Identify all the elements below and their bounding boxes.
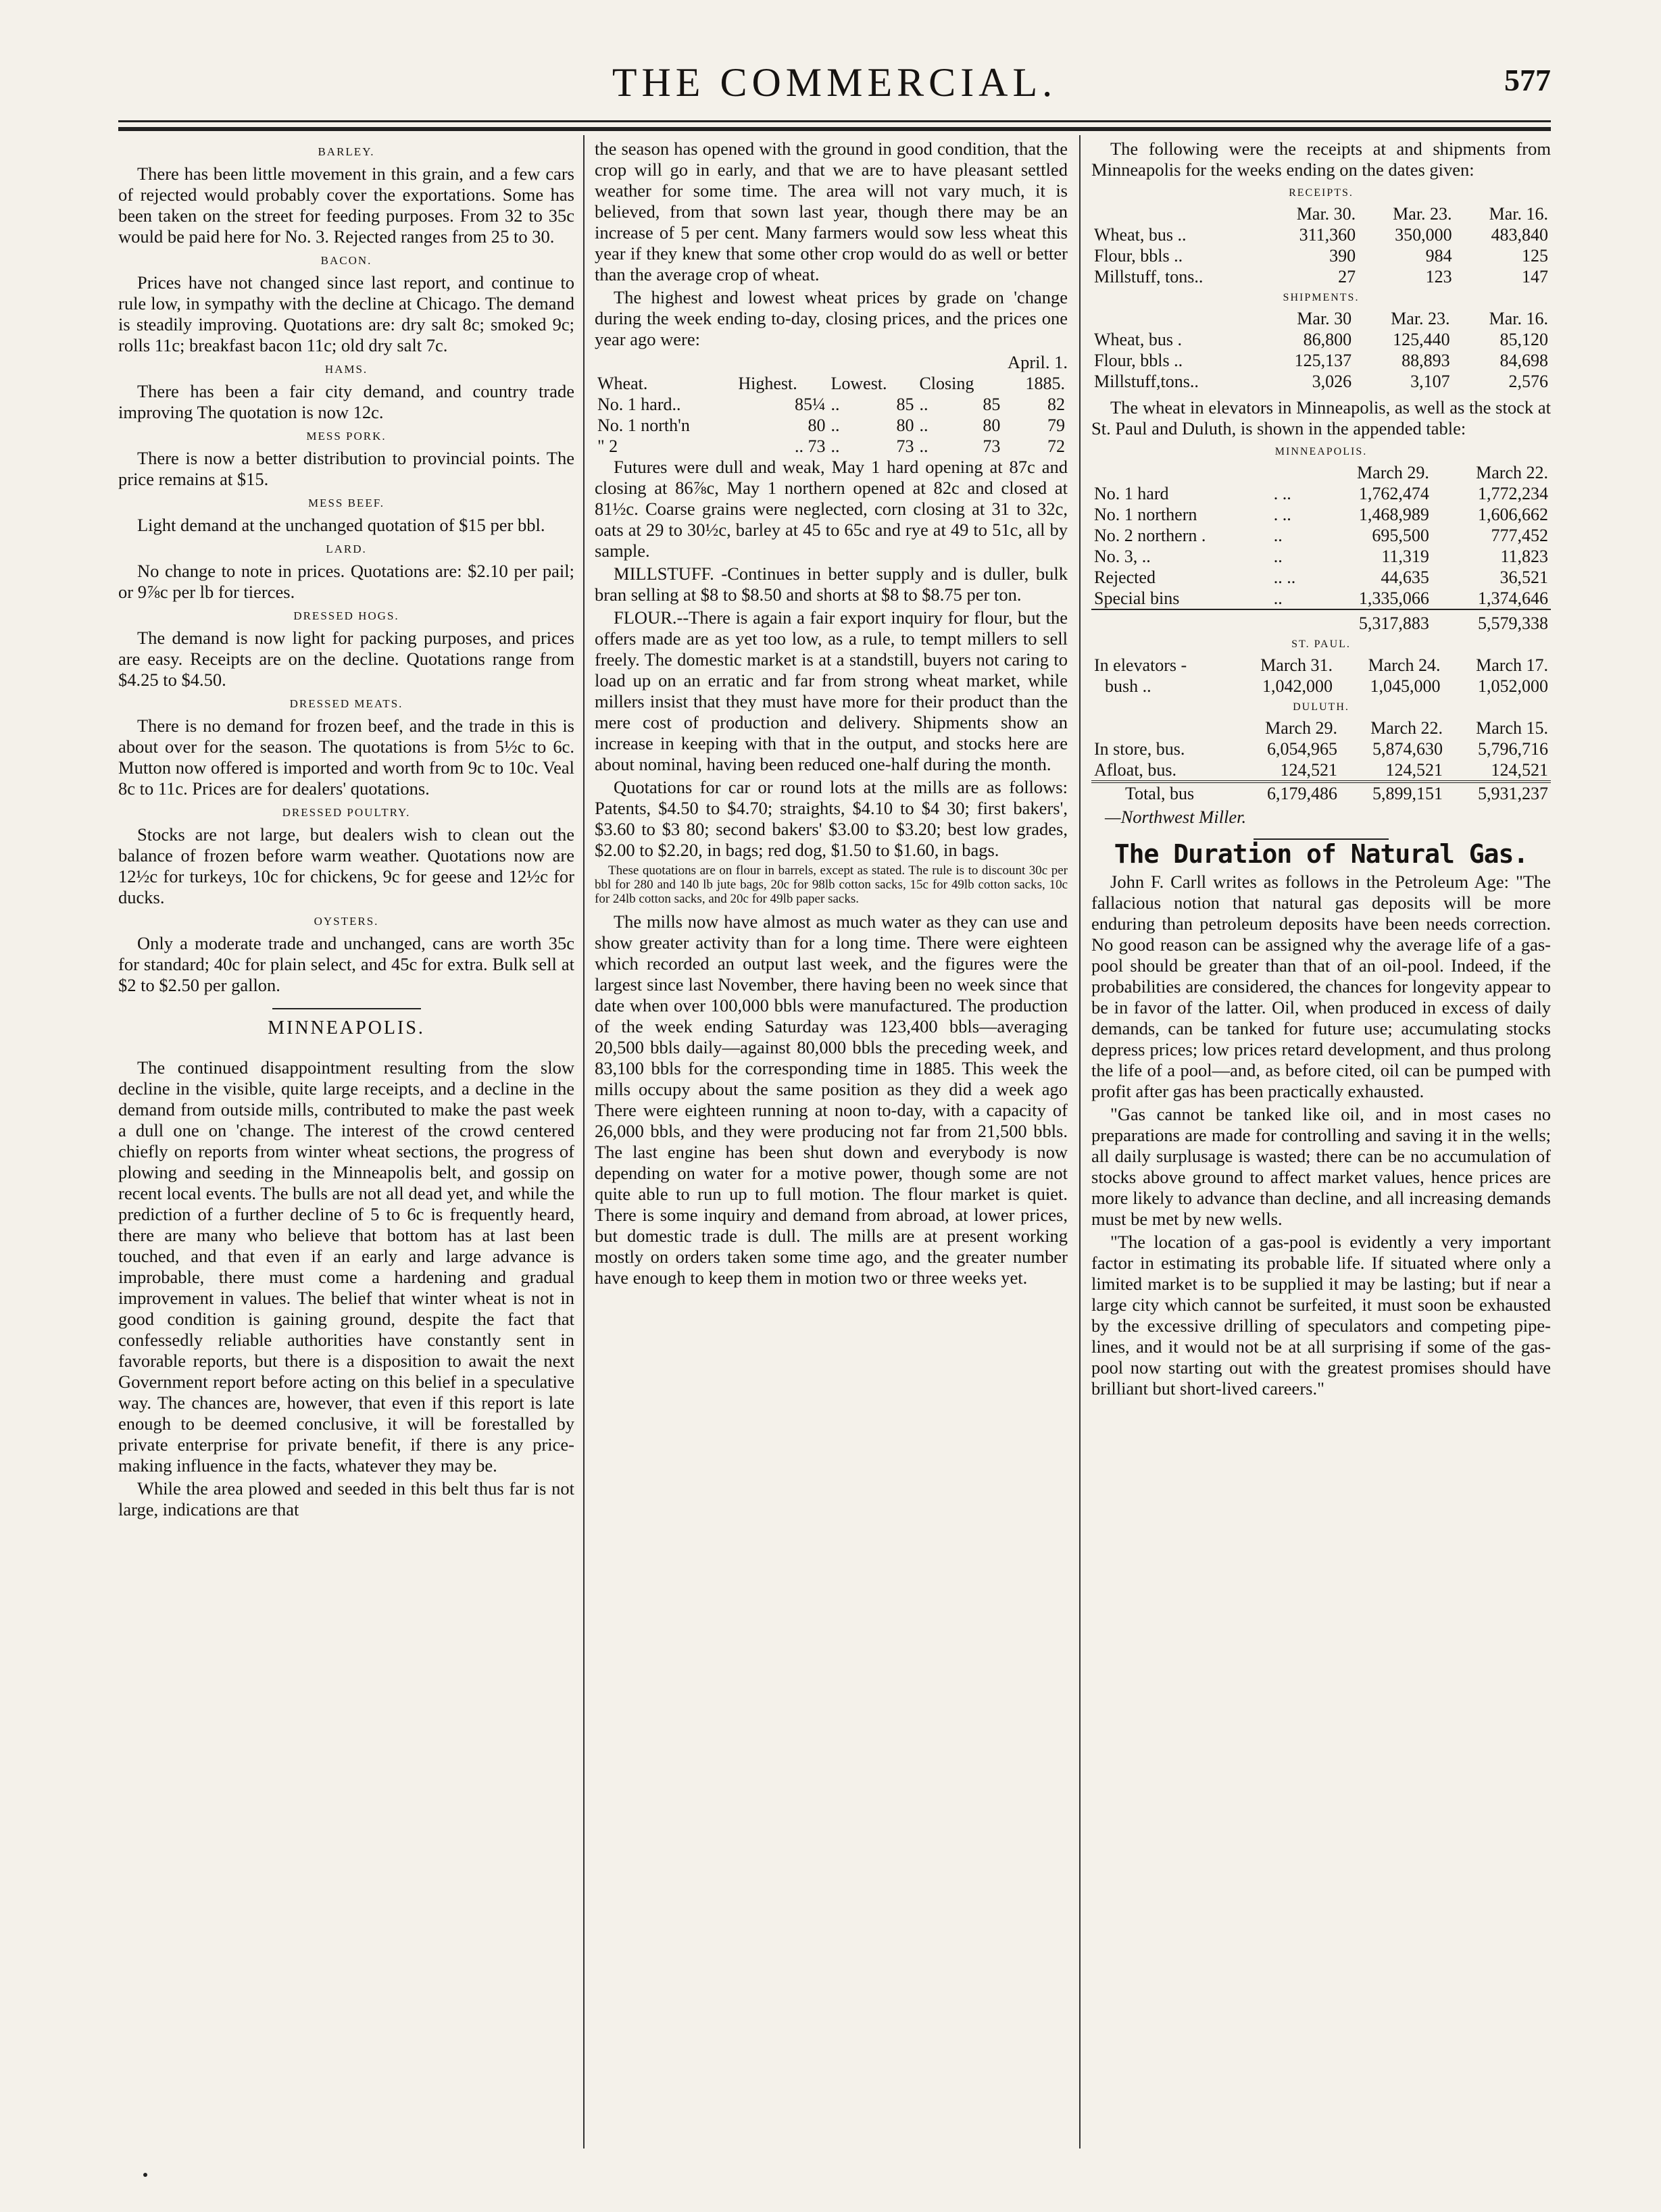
ink-speck — [143, 2173, 147, 2177]
table-header: Closing — [919, 374, 974, 393]
st-paul-table — [1091, 655, 1551, 697]
section-heading: HAMS. — [324, 363, 368, 376]
table-cell: 72 — [1047, 436, 1065, 456]
table-row — [1091, 738, 1551, 759]
table-cell: 5,796,716 — [1478, 739, 1548, 759]
table-cell: 80 — [808, 416, 826, 435]
minneapolis-elevator-table — [1091, 462, 1551, 634]
table-cell: 1,772,234 — [1478, 484, 1548, 503]
table-cell: Flour, bbls .. — [1094, 246, 1183, 266]
table-header-row — [1091, 308, 1551, 329]
paragraph: No change to note in prices. Quotations are: $2.10 per pail; or 9⅞c per lb for tierces. — [118, 561, 574, 602]
table-cell: March 17. — [1476, 655, 1548, 675]
section-heading: LARD. — [326, 543, 367, 555]
newspaper-title: THE COMMERCIAL. — [612, 60, 1058, 105]
table-cell: Total, bus — [1091, 782, 1235, 804]
column-divider — [1079, 135, 1081, 2148]
table-cell: 1,335,066 — [1358, 588, 1429, 608]
table-cell: . .. — [1273, 484, 1291, 503]
table-header: March 22. — [1370, 718, 1443, 738]
section-heading: BARLEY. — [318, 145, 375, 158]
table-cell: 125 — [1522, 246, 1548, 266]
table-cell: 984 — [1425, 246, 1452, 266]
table-cell: .. — [830, 395, 840, 414]
table-cell: 311,360 — [1299, 225, 1356, 245]
column-divider — [583, 135, 585, 2148]
table-subheading: DULUTH. — [1293, 701, 1349, 713]
table-row — [1091, 266, 1551, 287]
table-cell: 82 — [1047, 395, 1065, 414]
table-cell: 1,374,646 — [1478, 588, 1548, 608]
column-3 — [1091, 139, 1551, 1401]
paragraph: Only a moderate trade and unchanged, cans are worth 35c for standard; 40c for plain select, and 45c for extra. Bulk sell at $2 to $2.50 per gallon. — [118, 933, 574, 995]
table-cell: No. 1 northern — [1094, 505, 1197, 524]
paragraph: There has been a fair city demand, and country trade improving The quotation is now 12c. — [118, 381, 574, 422]
table-cell: Afloat, bus. — [1094, 760, 1177, 780]
table-cell: 5,931,237 — [1445, 782, 1551, 804]
table-subheading: MINNEAPOLIS. — [1274, 446, 1368, 457]
table-cell: 86,800 — [1303, 330, 1352, 349]
paragraph: the season has opened with the ground in good condition, that the crop will go in early, and that we are to have pleasant settled weather for some time. The area will not vary much, it is believed, from that sown last year, though there may be an increase of 5 per cent. Many farmers would sow less wheat this year if they knew that some other crop would do as well or better than the average crop of wheat. — [595, 139, 1068, 284]
table-cell: No. 2 northern . — [1094, 526, 1206, 545]
table-cell: 85,120 — [1499, 330, 1548, 349]
paragraph: FLOUR.--There is again a fair export inquiry for flour, but the offers made are as yet too low, as a rule, to tempt millers to sell freely. The domestic market is at a standstill, buyers not caring to load up on an erratic and far from strong wheat market, while millers insist that they must have more for their product than the mere cost of production and delivery. Shipments show an increase in keeping with that in the output, and stocks here are about nominal, having been reduced one-half during the month. — [595, 607, 1068, 774]
table-cell: 36,521 — [1499, 568, 1548, 587]
section-heading: DRESSED MEATS. — [289, 697, 403, 710]
duluth-table — [1091, 718, 1551, 804]
paragraph: Futures were dull and weak, May 1 hard opening at 87c and closing at 86⅞c, May 1 northern opened at 82c and closed at 81½c. Coarse grains were neglected, corn closing at 31 to 32c, oats at 29 to 30½c, barley at 45 to 65c and rye at 49 to 51c, all by sample. — [595, 457, 1068, 561]
table-cell: 3,026 — [1312, 372, 1352, 391]
paragraph: The mills now have almost as much water as they can use and show greater activity than for a long time. There were eighteen which recorded an output last week, and the figures were the largest since last November, there having been no week since that date when over 100,000 bbls were manufactured. The production of the week ending Saturday was 123,400 bbls—averaging 20,500 bbls daily—against 80,000 bbls the preceding week, and 83,100 bbls for the corresponding time in 1885. This week the mills occupy about the same position as they did a week ago There were eighteen running at noon to-day, with a capacity of 26,000 bbls, and they were producing not far from 21,500 bbls. The last engine has been shut down and everybody is now depending on water for a motive power, though some are not quite able to run up to full motion. The flour market is quiet. There is some inquiry and demand from abroad, at lower prices, but domestic trade is dull. The mills are at present working mostly on orders taken some time ago, and the greater number have enough to keep them in motion two or three weeks yet. — [595, 911, 1068, 1288]
table-cell: 350,000 — [1395, 225, 1452, 245]
table-cell: 390 — [1329, 246, 1356, 266]
table-row — [1091, 371, 1551, 392]
table-cell: .. .. — [1273, 568, 1296, 587]
paragraph: Light demand at the unchanged quotation of $15 per bbl. — [137, 515, 545, 535]
table-total-row — [1091, 782, 1551, 804]
table-row — [1091, 525, 1551, 546]
table-row — [1091, 588, 1551, 609]
table-cell: 85 — [896, 395, 914, 414]
table-row — [1091, 567, 1551, 588]
table-row — [595, 436, 1068, 457]
table-cell: Special bins — [1094, 588, 1180, 608]
table-cell: 44,635 — [1381, 568, 1429, 587]
table-header: 1885. — [1025, 374, 1065, 393]
paragraph: Quotations for car or round lots at the mills are as follows: Patents, $4.50 to $4.70; straights, $4.10 to $4 30; first bakers', $3.60 to $3 80; second bakers' $3.00 to $3.20; best low grades, $2.00 to $2.20, in bags; red dog, $1.50 to $1.60, in bags. — [595, 777, 1068, 860]
table-date: April. 1. — [1007, 352, 1068, 372]
table-cell: 11,823 — [1500, 547, 1548, 566]
table-subheading: ST. PAUL. — [1291, 638, 1351, 650]
paragraph: There is now a better distribution to provincial points. The price remains at $15. — [118, 448, 574, 489]
table-cell: 27 — [1338, 267, 1356, 286]
table-cell: No. 1 hard.. — [597, 395, 681, 414]
table-header: Mar. 30 — [1297, 309, 1352, 328]
table-header: March 29. — [1357, 463, 1429, 482]
table-header: March 29. — [1265, 718, 1338, 738]
paragraph: Prices have not changed since last report, and continue to rule low, in sympathy with the decline at Chicago. The demand is steadily improving. Quotations are: dry salt 8c; smoked 9c; rolls 11c; breakfast bacon 11c; old dry salt 7c. — [118, 272, 574, 355]
table-cell: 2,576 — [1508, 372, 1548, 391]
table-row — [1091, 655, 1551, 676]
table-cell: Wheat, bus .. — [1094, 225, 1187, 245]
table-cell: 11,319 — [1381, 547, 1429, 566]
table-row — [1091, 245, 1551, 266]
table-header-row — [595, 373, 1068, 394]
table-cell: 695,500 — [1372, 526, 1429, 545]
table-cell: . .. — [1273, 505, 1291, 524]
paragraph: There is no demand for frozen beef, and the trade in this is about over for the season. The quotations is from 5½c to 6c. Mutton now offered is imported and worth from 9c to 10c. Veal 8c to 11c. Prices are for dealers' quotations. — [118, 715, 574, 799]
paragraph: "Gas cannot be tanked like oil, and in most cases no preparations are made for controlling and saving it in the wells; all daily surplusage is wasted; there can be no accumulation of stocks above ground to affect market values, hence prices are more likely to advance than decline, and all increasing demands must be met by new wells. — [1091, 1104, 1551, 1229]
section-heading: OYSTERS. — [314, 915, 379, 928]
table-cell: .. — [919, 395, 928, 414]
masthead-rule-thick — [118, 127, 1551, 131]
masthead-rule — [118, 120, 1551, 122]
table-cell: " 2 — [597, 436, 618, 456]
page-number: 577 — [1504, 63, 1551, 97]
table-cell: .. — [1273, 547, 1283, 566]
table-cell: 5,874,630 — [1372, 739, 1443, 759]
paragraph: There has been little movement in this grain, and a few cars of rejected would probably cover the exportations. Some has been taken on the street for feeding purposes. From 32 to 35c would be paid here for No. 3. Rejected ranges from 25 to 30. — [118, 164, 574, 247]
table-cell: .. 73 — [795, 436, 826, 456]
table-cell: March 31. — [1260, 655, 1333, 675]
table-cell: .. — [919, 436, 928, 456]
table-cell: 777,452 — [1491, 526, 1548, 545]
table-cell: 124,521 — [1385, 760, 1443, 780]
shipments-table — [1091, 308, 1551, 392]
table-cell: 5,579,338 — [1432, 609, 1551, 634]
table-row — [1091, 676, 1551, 697]
paragraph: Stocks are not large, but dealers wish to clean out the balance of frozen before warm weather. Quotations now are 12½c for turkeys, 10c for chickens, 9c for geese and 12½c for ducks. — [118, 824, 574, 907]
table-row — [1091, 759, 1551, 782]
section-heading: BACON. — [320, 254, 372, 267]
section-heading: DRESSED HOGS. — [293, 609, 399, 622]
paragraph: The following were the receipts at and shipments from Minneapolis for the weeks ending on the dates given: — [1091, 139, 1551, 180]
table-cell: Wheat, bus . — [1094, 330, 1182, 349]
table-cell: In elevators - — [1094, 655, 1187, 675]
article-heading: The Duration of Natural Gas. — [1114, 839, 1529, 869]
table-cell: 6,179,486 — [1235, 782, 1340, 804]
section-rule — [272, 1008, 421, 1009]
wheat-price-table — [595, 373, 1068, 457]
table-cell: No. 3, .. — [1094, 547, 1151, 566]
table-subheading: RECEIPTS. — [1289, 187, 1354, 199]
footnote: These quotations are on flour in barrels, except as stated. The rule is to discount 30c per bbl for 280 and 140 lb jute bags, 20c for 98lb cotton sacks, 15c for 49lb cotton sacks, 10c for 24lb cotton sacks, and 20c for 49lb paper sacks. — [595, 863, 1068, 906]
table-cell: 5,899,151 — [1340, 782, 1445, 804]
table-cell: .. — [830, 416, 840, 435]
table-header: Mar. 23. — [1393, 204, 1452, 224]
table-header: Mar. 30. — [1296, 204, 1356, 224]
paragraph: MILLSTUFF. -Continues in better supply and is duller, bulk bran selling at $8 to $8.50 and shorts at $8 to $8.75 per ton. — [595, 563, 1068, 605]
column-2 — [595, 139, 1068, 1290]
table-cell: .. — [1273, 526, 1283, 545]
table-cell: 85¼ — [795, 395, 826, 414]
table-cell: Flour, bbls .. — [1094, 351, 1183, 370]
table-cell: 125,137 — [1294, 351, 1352, 370]
section-heading: MESS PORK. — [306, 430, 387, 443]
table-header: Mar. 16. — [1489, 309, 1548, 328]
table-cell: 88,893 — [1402, 351, 1450, 370]
table-cell: 124,521 — [1491, 760, 1548, 780]
table-cell: 79 — [1047, 416, 1065, 435]
table-header: Mar. 16. — [1489, 204, 1548, 224]
table-row — [1091, 329, 1551, 350]
table-cell: 84,698 — [1499, 351, 1548, 370]
table-header-row — [1091, 718, 1551, 738]
table-cell: 1,052,000 — [1478, 676, 1548, 696]
table-cell: 1,762,474 — [1358, 484, 1429, 503]
table-cell: 73 — [983, 436, 1001, 456]
table-header-row — [1091, 203, 1551, 224]
table-row — [595, 394, 1068, 415]
table-row — [1091, 483, 1551, 504]
table-cell: No. 1 hard — [1094, 484, 1169, 503]
table-row — [1091, 504, 1551, 525]
column-1 — [118, 139, 574, 1522]
table-header: Wheat. — [597, 374, 648, 393]
table-header-row — [1091, 462, 1551, 483]
table-row — [1091, 546, 1551, 567]
table-cell: 1,042,000 — [1262, 676, 1333, 696]
table-cell: Millstuff,tons.. — [1094, 372, 1199, 391]
section-heading: MESS BEEF. — [307, 497, 385, 509]
table-cell: 6,054,965 — [1267, 739, 1338, 759]
table-cell: 80 — [983, 416, 1001, 435]
table-row — [595, 415, 1068, 436]
table-cell: 80 — [896, 416, 914, 435]
table-row — [1091, 350, 1551, 371]
table-cell: Rejected — [1094, 568, 1156, 587]
paragraph: "The location of a gas-pool is evidently a very important factor in estimating its probable life. If situated where only a limited market is to be supplied it may be lasting; but if near a large city which cannot be surfeited, it must soon be exhausted by the excessive drilling of speculators and competing pipe-lines, and it would not be at all surprising if some of the gas-pool now starting out with the greatest promises should have brilliant but short-lived careers." — [1091, 1232, 1551, 1399]
table-cell: .. — [1273, 588, 1283, 608]
table-cell: 3,107 — [1410, 372, 1450, 391]
table-header: Mar. 23. — [1391, 309, 1450, 328]
minneapolis-heading: MINNEAPOLIS. — [268, 1017, 425, 1038]
table-header: March 15. — [1476, 718, 1548, 738]
table-cell: In store, bus. — [1094, 739, 1185, 759]
table-subheading: SHIPMENTS. — [1283, 292, 1360, 303]
masthead — [118, 59, 1551, 114]
section-heading: DRESSED POULTRY. — [282, 806, 411, 819]
paragraph: While the area plowed and seeded in this belt thus far is not large, indications are that — [118, 1478, 574, 1519]
table-header: March 22. — [1476, 463, 1548, 482]
table-cell: 123 — [1425, 267, 1452, 286]
table-cell: 147 — [1522, 267, 1548, 286]
table-cell: 73 — [896, 436, 914, 456]
table-cell: 85 — [983, 395, 1001, 414]
table-cell: 1,045,000 — [1370, 676, 1441, 696]
paragraph: The demand is now light for packing purposes, and prices are easy. Receipts are on the decline. Quotations range from $4.25 to $4.50. — [118, 628, 574, 690]
table-header: Highest. — [738, 374, 797, 393]
table-total-row — [1091, 609, 1551, 634]
table-cell: March 24. — [1368, 655, 1441, 675]
table-cell: .. — [830, 436, 840, 456]
receipts-table — [1091, 203, 1551, 287]
table-header: Lowest. — [830, 374, 887, 393]
paragraph: The wheat in elevators in Minneapolis, as well as the stock at St. Paul and Duluth, is shown in the appended table: — [1091, 397, 1551, 438]
table-cell: Millstuff, tons.. — [1094, 267, 1204, 286]
table-cell: 1,468,989 — [1358, 505, 1429, 524]
table-cell: bush .. — [1105, 676, 1151, 696]
paragraph: John F. Carll writes as follows in the Petroleum Age: "The fallacious notion that natural gas deposits will be more enduring than petroleum deposits have been needs correction. No good reason can be assigned why the average life of a gas-pool should be greater than that of an oil-pool. Indeed, if the probabilities are considered, the chances for longevity appear to be in favor of the latter. Oil, when produced in excess of daily demands, can be tanked for future use; accumulating stocks depress prices; low prices retard development, and thus prolong the life of a pool—and, as before cited, oil can be pumped with profit after gas has been practically exhausted. — [1091, 872, 1551, 1101]
paragraph: The continued disappointment resulting from the slow decline in the visible, quite large receipts, and a decline in the demand from outside mills, contributed to make the past week a dull one on 'change. The interest of the crowd centered chiefly on reports from winter wheat sections, the progress of plowing and seeding in the Minneapolis belt, and gossip on recent local events. The bulls are not all dead yet, and while the prediction of a further decline of 5 to 6c is frequently heard, there are many who believe that bottom has at last been touched, and that even if an early and large advance is improbable, there must come a hardening and gradual improvement in values. The belief that winter wheat is not in good condition is gaining ground, despite the fact that confessedly reliable authorities have constantly sent in favorable reports, but there is a disposition to await the next Government report before acting on this belief in a speculative way. The chances are, however, that even if this report is late enough to be deemed conclusive, it will be forestalled by private enterprise for private benefit, if there is any price-making influence in the facts, whatever they may be. — [118, 1057, 574, 1476]
table-cell: 125,440 — [1393, 330, 1450, 349]
table-cell: 5,317,883 — [1313, 609, 1432, 634]
table-cell: 483,840 — [1491, 225, 1548, 245]
source-credit: —Northwest Miller. — [1105, 807, 1247, 827]
table-cell: No. 1 north'n — [597, 416, 690, 435]
table-cell: 124,521 — [1280, 760, 1338, 780]
table-row — [1091, 224, 1551, 245]
table-cell: 1,606,662 — [1478, 505, 1548, 524]
table-cell: .. — [919, 416, 928, 435]
paragraph: The highest and lowest wheat prices by grade on 'change during the week ending to-day, closing prices, and the prices one year ago were: — [595, 287, 1068, 349]
